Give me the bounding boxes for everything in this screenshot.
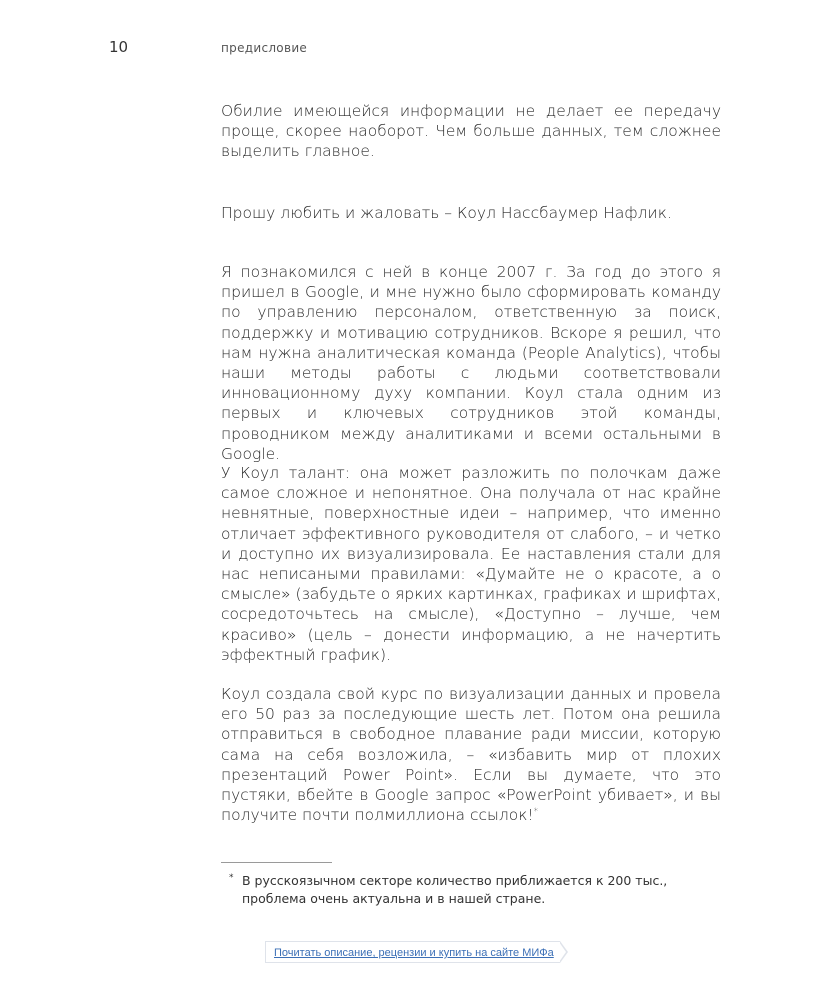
- paragraph-4: [221, 463, 721, 665]
- footnote: [229, 872, 721, 908]
- footnote-reference-marker: *: [533, 807, 539, 818]
- footnote-divider: [221, 862, 332, 863]
- running-head: предисловие: [221, 41, 308, 55]
- paragraph-text: Обилие имеющейся информации не делает ее передачу проще, скорее наоборот. Чем больше данных, тем сложнее выделить главное.: [221, 102, 721, 161]
- footnote-marker: *: [229, 873, 234, 883]
- arrow-tab-icon: [560, 941, 568, 963]
- paragraph-text-body: Коул создала свой курс по визуализации данных и провела его 50 раз за последующие шесть лет. Потом она решила отправиться в свободное плавание ради миссии, которую сама на себя возложила, – «избавить мир от плохих презентаций Power Point». Если вы думаете, что это пустяки, вбейте в Google запрос «PowerPoint убивает», и вы получите почти полмиллиона ссылок!: [221, 685, 721, 825]
- buy-link[interactable]: Почитать описание, рецензии и купить на сайте МИФа: [265, 941, 560, 963]
- paragraph-text: У Коул талант: она может разложить по полочкам даже самое сложное и непонятное. Она получала от нас крайне невнятные, поверхностные идеи – например, что именно отличает эффективного руководителя от слабого, – и четко и доступно их визуализировала. Ее наставления стали для нас неписаными правилами: «Думайте не о красоте, а о смысле» (забудьте о ярких картинках, графиках и шрифтах, сосредоточьтесь на смысле), «Доступно – лучше, чем красиво» (цель – донести информацию, а не начертить эффектный график).: [221, 464, 721, 664]
- paragraph-text: [221, 684, 721, 825]
- paragraph-5: [221, 684, 721, 825]
- footnote-text: В русскоязычном секторе количество приближается к 200 тыс., проблема очень актуальна и в нашей стране.: [242, 873, 668, 906]
- paragraph-2: [221, 203, 721, 223]
- page-number: 10: [109, 38, 129, 56]
- paragraph-text: Прошу любить и жаловать – Коул Нассбаумер Нафлик.: [221, 204, 672, 222]
- paragraph-text: Я познакомился с ней в конце 2007 г. За год до этого я пришел в Google, и мне нужно было сформировать команду по управлению персоналом, ответственную за поиск, поддержку и мотивацию сотрудников. Вскоре я решил, что нам нужна аналитическая команда (People Analytics), чтобы наши методы работы с людьми соответствовали инновационному духу компании. Коул стала одним из первых и ключевых сотрудников этой команды, проводником между аналитиками и всеми остальными в Google.: [221, 263, 721, 463]
- buy-link-container[interactable]: [265, 941, 568, 963]
- paragraph-1: [221, 101, 721, 162]
- paragraph-3: [221, 262, 721, 464]
